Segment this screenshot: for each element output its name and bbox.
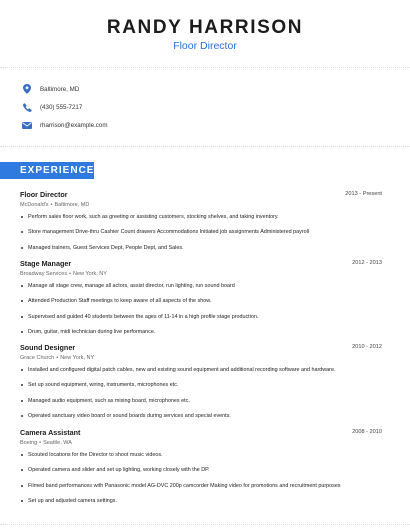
job-entry xyxy=(20,343,382,419)
job-entry xyxy=(20,190,382,251)
job-bullet: Drum, guitar, midi technician during live performance. xyxy=(20,329,155,335)
job-dates: 2010 - 2012 xyxy=(352,344,382,350)
job-bullet: Scouted locations for the Director to shoot music videos. xyxy=(20,452,163,458)
job-bullet: Supervised and guided 40 students between the ages of 11-14 in a high profile stage production. xyxy=(20,314,258,320)
job-company-line: McDonald's • Baltimore, MD xyxy=(20,202,90,208)
job-title: Stage Manager xyxy=(20,259,72,268)
job-bullet: Store management Drive-thru Cashier Count drawers Accommodations Initiated job assignments Administered payroll xyxy=(20,229,309,235)
contact-phone xyxy=(22,100,82,114)
job-dates: 2013 - Present xyxy=(345,191,382,197)
job-dates: 2008 - 2010 xyxy=(352,429,382,435)
job-title: Camera Assistant xyxy=(20,428,81,437)
job-company: McDonald's xyxy=(20,202,49,208)
job-company-line: Boeing • Seattle, WA xyxy=(20,440,72,446)
job-entry xyxy=(20,259,382,335)
job-bullet: Perform sales floor work, such as greeting or assisting customers, stocking shelves, and taking inventory. xyxy=(20,214,279,220)
contact-email-text: rharrison@example.com xyxy=(40,121,108,129)
job-location: Baltimore, MD xyxy=(54,202,90,208)
job-bullet: Operated sanctuary video board or sound boards during services and special events. xyxy=(20,413,231,419)
envelope-icon xyxy=(22,120,32,130)
contact-location xyxy=(22,82,79,96)
job-bullet: Set up and adjusted camera settings. xyxy=(20,498,117,504)
job-company: Grace Church xyxy=(20,355,55,361)
phone-icon xyxy=(22,102,32,112)
job-company: Broadway Services xyxy=(20,271,68,277)
resume-title: Floor Director xyxy=(173,40,237,52)
job-location: Seattle, WA xyxy=(43,440,72,446)
footer-divider xyxy=(0,524,410,525)
job-bullet: Attended Production Staff meetings to keep aware of all aspects of the show. xyxy=(20,298,211,304)
resume-name: RANDY HARRISON xyxy=(106,17,304,38)
job-bullet: Installed and configured digital patch cables, new and existing sound equipment and additional recording software and hardware. xyxy=(20,367,335,373)
job-title: Sound Designer xyxy=(20,343,76,352)
job-bullet: Manage all stage crew, manage all actors, assist director, run lighting, run sound board xyxy=(20,283,235,289)
contact-location-text: Baltimore, MD xyxy=(40,85,80,93)
job-location: New York, NY xyxy=(73,271,107,277)
contact-phone-text: (430) 555-7217 xyxy=(40,103,83,111)
job-bullet: Managed trainers, Guest Services Dept, People Dept, and Sales. xyxy=(20,245,184,251)
job-bullet: Set up sound equipment, wiring, instruments, microphones etc. xyxy=(20,382,178,388)
job-dates: 2012 - 2013 xyxy=(352,260,382,266)
experience-heading: EXPERIENCE xyxy=(0,162,94,179)
job-entry xyxy=(20,428,382,504)
job-bullet: Operated camera and slider and set up lighting, working closely with the DP. xyxy=(20,467,209,473)
job-bullet: Filmed band performances with Panasonic model AG-DVC 200p camcorder Making video for promotions and recruitment purposes xyxy=(20,483,341,489)
job-location: New York, NY xyxy=(60,355,95,361)
job-company-line: Grace Church • New York, NY xyxy=(20,355,95,361)
map-pin-icon xyxy=(22,84,32,94)
job-company-line: Broadway Services • New York, NY xyxy=(20,271,107,277)
header-divider xyxy=(0,67,410,68)
job-company: Boeing xyxy=(20,440,38,446)
job-bullet: Managed audio equipment, such as mixing board, microphones etc. xyxy=(20,398,190,404)
contact-divider xyxy=(0,146,410,147)
job-title: Floor Director xyxy=(20,190,68,199)
contact-email xyxy=(22,118,108,132)
